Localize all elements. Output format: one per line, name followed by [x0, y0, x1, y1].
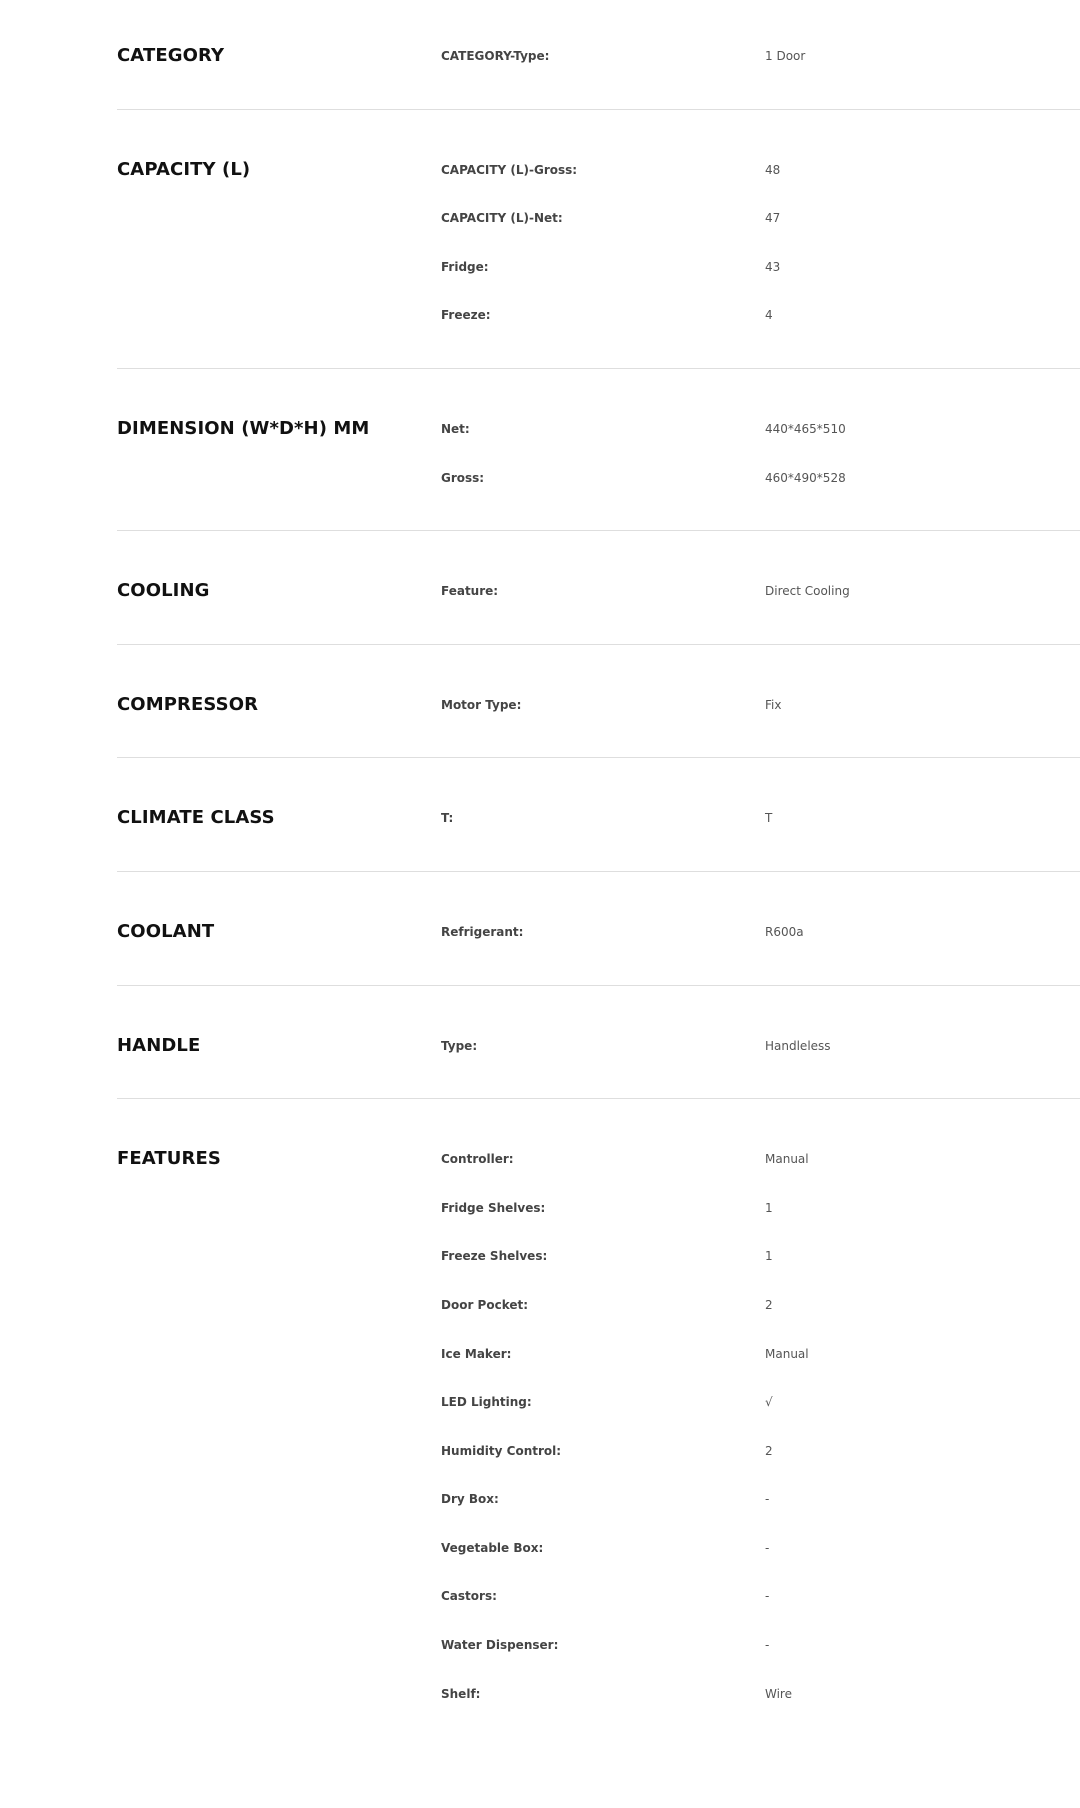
- spec-label: Freeze Shelves:: [441, 1249, 548, 1264]
- spec-row: [441, 148, 1080, 197]
- spec-label: CAPACITY (L)-Net:: [441, 211, 563, 226]
- spec-label: Ice Maker:: [441, 1346, 512, 1361]
- section-title: DIMENSION (W*D*H) MM: [117, 417, 370, 439]
- spec-value: 1 Door: [765, 49, 806, 63]
- spec-value: Handleless: [765, 1038, 831, 1053]
- spec-value: 2: [765, 1443, 773, 1458]
- spec-row: [441, 1574, 1080, 1623]
- spec-value: 43: [765, 259, 781, 274]
- spec-row: [441, 910, 1080, 959]
- spec-value: Wire: [765, 1686, 792, 1701]
- spec-value: 47: [765, 211, 781, 226]
- spec-value: T: [765, 811, 773, 826]
- spec-value: 1: [765, 1200, 773, 1215]
- spec-label: Type:: [441, 1038, 478, 1053]
- spec-row: [441, 245, 1080, 294]
- spec-rows: [441, 1137, 1080, 1720]
- spec-label: Fridge:: [441, 259, 489, 274]
- spec-row: [441, 1186, 1080, 1235]
- spec-rows: [441, 569, 1080, 618]
- spec-label: Motor Type:: [441, 697, 522, 712]
- spec-label: Refrigerant:: [441, 924, 524, 939]
- spec-label: Feature:: [441, 584, 499, 599]
- spec-rows: [441, 34, 1080, 83]
- spec-label: Water Dispenser:: [441, 1638, 559, 1653]
- spec-value: 460*490*528: [765, 470, 846, 485]
- spec-row: [441, 1380, 1080, 1429]
- spec-value: Manual: [765, 1346, 809, 1361]
- spec-section-handle: [117, 1024, 1080, 1100]
- spec-row: [441, 293, 1080, 342]
- spec-section-capacity-l: [117, 148, 1080, 369]
- section-title: HANDLE: [117, 1034, 201, 1056]
- spec-row: [441, 1526, 1080, 1575]
- section-title: CLIMATE CLASS: [117, 807, 275, 829]
- spec-row: [441, 407, 1080, 456]
- spec-row: [441, 569, 1080, 618]
- spec-label: Freeze:: [441, 308, 491, 323]
- spec-value: -: [765, 1638, 770, 1653]
- spec-section-features: [117, 1137, 1080, 1746]
- spec-value: 440*465*510: [765, 421, 846, 436]
- spec-label: CAPACITY (L)-Gross:: [441, 162, 578, 177]
- spec-value: R600a: [765, 924, 804, 939]
- spec-row: [441, 456, 1080, 505]
- spec-label: CATEGORY-Type:: [441, 49, 550, 63]
- spec-row: [441, 1672, 1080, 1721]
- spec-row: [441, 683, 1080, 732]
- spec-label: Shelf:: [441, 1686, 481, 1701]
- section-title: COMPRESSOR: [117, 693, 259, 715]
- spec-section-dimension-w-d-h-mm: [117, 407, 1080, 531]
- spec-value: -: [765, 1492, 770, 1507]
- spec-row: [441, 34, 1080, 83]
- spec-label: Fridge Shelves:: [441, 1200, 546, 1215]
- spec-row: [441, 1234, 1080, 1283]
- spec-rows: [441, 1024, 1080, 1073]
- section-title: FEATURES: [117, 1148, 221, 1170]
- spec-value: -: [765, 1589, 770, 1604]
- spec-row: [441, 1477, 1080, 1526]
- spec-section-climate-class: [117, 796, 1080, 872]
- spec-row: [441, 1429, 1080, 1478]
- spec-label: T:: [441, 811, 454, 826]
- spec-row: [441, 196, 1080, 245]
- spec-label: Dry Box:: [441, 1492, 499, 1507]
- spec-table: [117, 34, 1080, 1784]
- spec-label: Net:: [441, 421, 470, 436]
- spec-row: [441, 796, 1080, 845]
- section-title: CAPACITY (L): [117, 158, 251, 180]
- spec-value: 2: [765, 1297, 773, 1312]
- spec-value: 1: [765, 1249, 773, 1264]
- spec-section-category: [117, 34, 1080, 110]
- spec-rows: [441, 683, 1080, 732]
- spec-value: √: [765, 1395, 773, 1410]
- spec-value: 48: [765, 162, 781, 177]
- spec-rows: [441, 796, 1080, 845]
- spec-value: Manual: [765, 1152, 809, 1167]
- section-title: COOLING: [117, 580, 210, 602]
- spec-label: Door Pocket:: [441, 1297, 529, 1312]
- spec-value: Direct Cooling: [765, 584, 850, 599]
- spec-label: Gross:: [441, 470, 485, 485]
- spec-rows: [441, 910, 1080, 959]
- spec-row: [441, 1137, 1080, 1186]
- spec-value: Fix: [765, 697, 782, 712]
- section-title: CATEGORY: [117, 45, 225, 66]
- spec-label: Humidity Control:: [441, 1443, 562, 1458]
- spec-label: Castors:: [441, 1589, 497, 1604]
- spec-value: 4: [765, 308, 773, 323]
- spec-value: -: [765, 1540, 770, 1555]
- spec-rows: [441, 407, 1080, 504]
- spec-section-compressor: [117, 683, 1080, 759]
- spec-row: [441, 1332, 1080, 1381]
- spec-section-cooling: [117, 569, 1080, 645]
- spec-row: [441, 1283, 1080, 1332]
- spec-section-coolant: [117, 910, 1080, 986]
- section-title: COOLANT: [117, 920, 215, 942]
- spec-row: [441, 1623, 1080, 1672]
- spec-label: Vegetable Box:: [441, 1540, 544, 1555]
- spec-label: LED Lighting:: [441, 1395, 532, 1410]
- spec-row: [441, 1024, 1080, 1073]
- spec-label: Controller:: [441, 1152, 514, 1167]
- spec-rows: [441, 148, 1080, 342]
